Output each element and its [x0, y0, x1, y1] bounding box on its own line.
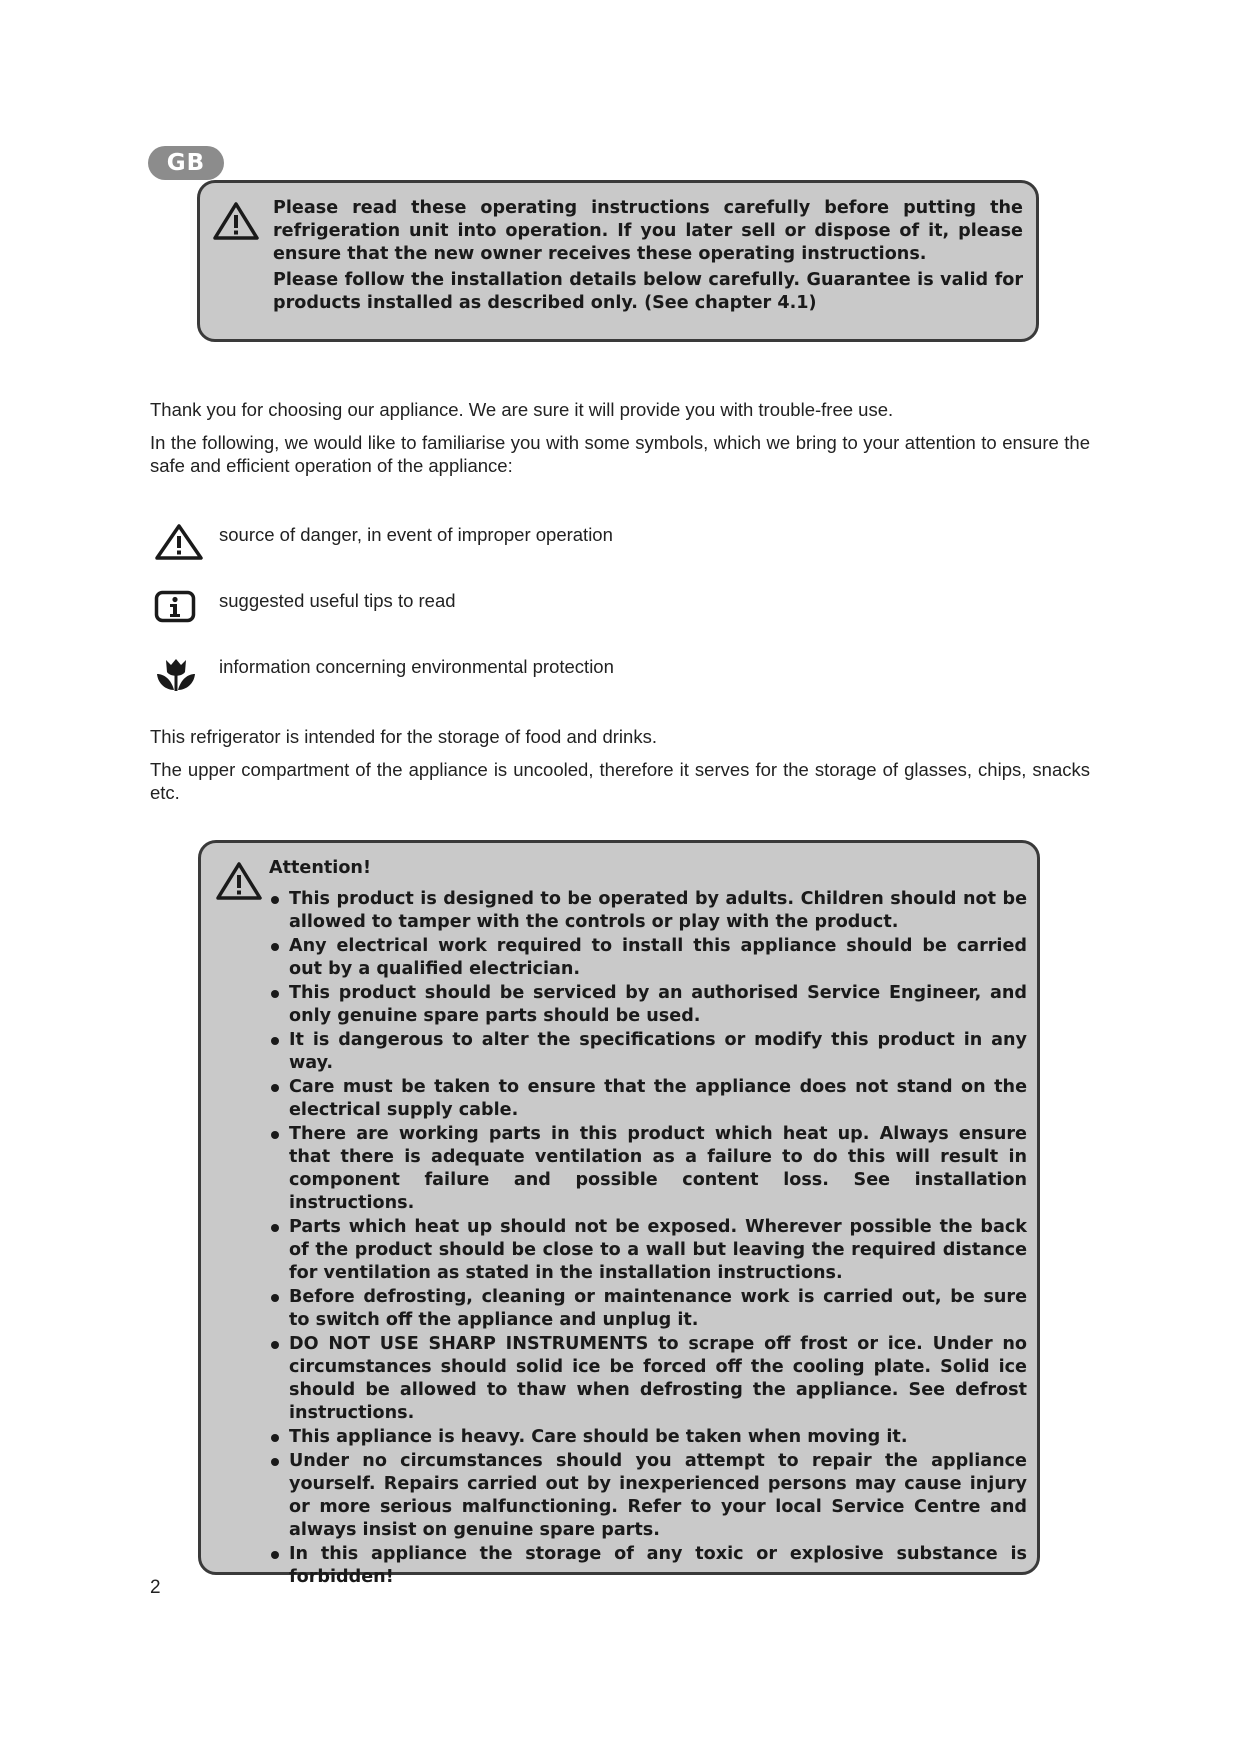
language-badge: GB [148, 146, 224, 180]
bullet-icon [271, 990, 279, 998]
page-number: 2 [150, 1577, 161, 1598]
purpose-text-2: The upper compartment of the appliance is uncooled, therefore it serves for the storage of glasses, chips, snacks etc. [150, 759, 1090, 803]
attention-list [269, 888, 1027, 1589]
attention-item-text: Before defrosting, cleaning or maintenance work is carried out, be sure to switch off the appliance and unplug it. [289, 1287, 1027, 1330]
attention-item-text: This product should be serviced by an authorised Service Engineer, and only genuine spare parts should be used. [289, 983, 1027, 1026]
environment-flower-icon [154, 656, 198, 694]
symbols-intro-text: In the following, we would like to familiarise you with some symbols, which we bring to your attention to ensure the safe and efficient operation of the appliance: [150, 432, 1090, 476]
operating-notice-box [197, 180, 1039, 342]
bullet-icon [271, 1084, 279, 1092]
attention-item [269, 1333, 1027, 1425]
bullet-icon [271, 1551, 279, 1559]
symbol-text-info: suggested useful tips to read [219, 590, 456, 611]
attention-item [269, 1450, 1027, 1542]
attention-content [269, 857, 1027, 1590]
warning-triangle-icon [154, 523, 204, 561]
bullet-icon [271, 1224, 279, 1232]
attention-item [269, 1286, 1027, 1332]
warning-triangle-icon [212, 201, 260, 241]
attention-item-text: Under no circumstances should you attempt to repair the appliance yourself. Repairs carried out by inexperienced persons may cause injury or more serious malfunctioning. Refer to your local Service Centre and always insist on genuine spare parts. [289, 1451, 1027, 1540]
purpose-text-1: This refrigerator is intended for the storage of food and drinks. [150, 726, 657, 747]
attention-box [198, 840, 1040, 1587]
attention-item [269, 1216, 1027, 1285]
attention-item [269, 1543, 1027, 1589]
bullet-icon [271, 943, 279, 951]
attention-item-text: In this appliance the storage of any toxic or explosive substance is forbidden! [289, 1544, 1027, 1587]
attention-item [269, 935, 1027, 981]
bullet-icon [271, 1458, 279, 1466]
bullet-icon [271, 1131, 279, 1139]
notice-text [273, 197, 1023, 318]
attention-item [269, 982, 1027, 1028]
symbol-text-environment: information concerning environmental protection [219, 656, 614, 677]
bullet-icon [271, 1341, 279, 1349]
bullet-icon [271, 896, 279, 904]
attention-title: Attention! [269, 858, 371, 878]
attention-item-text: There are working parts in this product which heat up. Always ensure that there is adequate ventilation as a failure to do this will result in component failure and possible content loss. See installation instructions. [289, 1124, 1027, 1213]
attention-item [269, 1426, 1027, 1449]
symbol-text-danger: source of danger, in event of improper operation [219, 524, 613, 545]
thank-you-text: Thank you for choosing our appliance. We are sure it will provide you with trouble-free use. [150, 399, 894, 420]
info-icon [154, 590, 196, 624]
attention-item-text: Care must be taken to ensure that the appliance does not stand on the electrical supply cable. [289, 1077, 1027, 1120]
warning-triangle-icon [215, 861, 263, 901]
bullet-icon [271, 1037, 279, 1045]
notice-paragraph-1: Please read these operating instructions carefully before putting the refrigeration unit into operation. If you later sell or dispose of it, please ensure that the new owner receives these operating instructions. [273, 198, 1023, 264]
attention-item-text: This product is designed to be operated by adults. Children should not be allowed to tamper with the controls or play with the product. [289, 889, 1027, 932]
bullet-icon [271, 1294, 279, 1302]
attention-item [269, 1029, 1027, 1075]
attention-item [269, 1123, 1027, 1215]
attention-item-text: DO NOT USE SHARP INSTRUMENTS to scrape off frost or ice. Under no circumstances should solid ice be forced off the cooling plate. Solid ice should be allowed to thaw when defrosting the appliance. See defrost instructions. [289, 1334, 1027, 1423]
attention-item-text: It is dangerous to alter the specifications or modify this product in any way. [289, 1030, 1027, 1073]
attention-item [269, 888, 1027, 934]
attention-item-text: Parts which heat up should not be exposed. Wherever possible the back of the product should be close to a wall but leaving the required distance for ventilation as stated in the installation instructions. [289, 1217, 1027, 1283]
notice-paragraph-2: Please follow the installation details below carefully. Guarantee is valid for products installed as described only. (See chapter 4.1) [273, 270, 1023, 313]
attention-item [269, 1076, 1027, 1122]
attention-item-text: Any electrical work required to install this appliance should be carried out by a qualified electrician. [289, 936, 1027, 979]
bullet-icon [271, 1434, 279, 1442]
attention-item-text: This appliance is heavy. Care should be taken when moving it. [289, 1427, 908, 1447]
